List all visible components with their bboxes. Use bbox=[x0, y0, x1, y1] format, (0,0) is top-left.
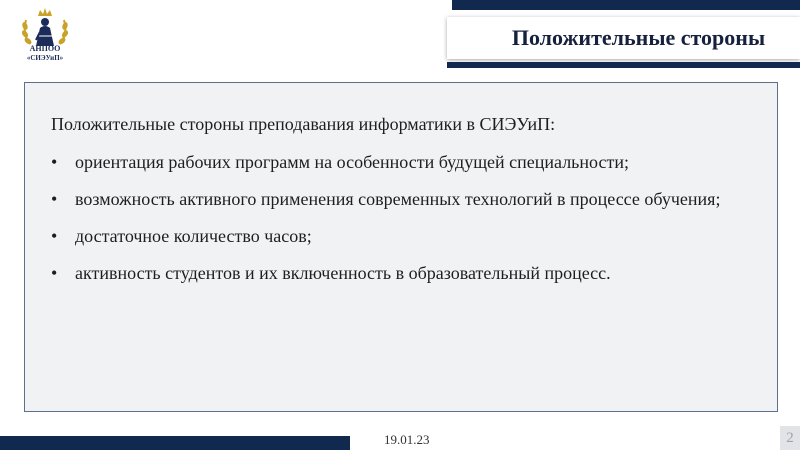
bullet-item: • активность студентов и их включенность в образовательный процесс. bbox=[51, 256, 751, 290]
logo-caption-abbreviation: АНПОО bbox=[29, 44, 61, 53]
intro-text: Положительные стороны преподавания информатики в СИЭУиП: bbox=[51, 114, 556, 134]
bullet-list bbox=[51, 145, 751, 293]
bullet-item: • ориентация рабочих программ на особенности будущей специальности; bbox=[51, 145, 751, 179]
header-top-bar bbox=[452, 0, 800, 10]
bullet-item: • возможность активного применения современных технологий в процессе обучения; bbox=[51, 182, 751, 216]
page-number: 2 bbox=[780, 426, 800, 450]
slide-title: Положительные стороны bbox=[511, 25, 766, 50]
logo-caption-name: «СИЭУиП» bbox=[26, 54, 64, 62]
footer-bar bbox=[0, 436, 350, 450]
bullet-item: • достаточное количество часов; bbox=[51, 219, 751, 253]
title-box bbox=[447, 17, 800, 59]
content-panel bbox=[24, 82, 778, 412]
title-underbar bbox=[447, 62, 800, 68]
footer-date: 19.01.23 bbox=[384, 432, 430, 447]
